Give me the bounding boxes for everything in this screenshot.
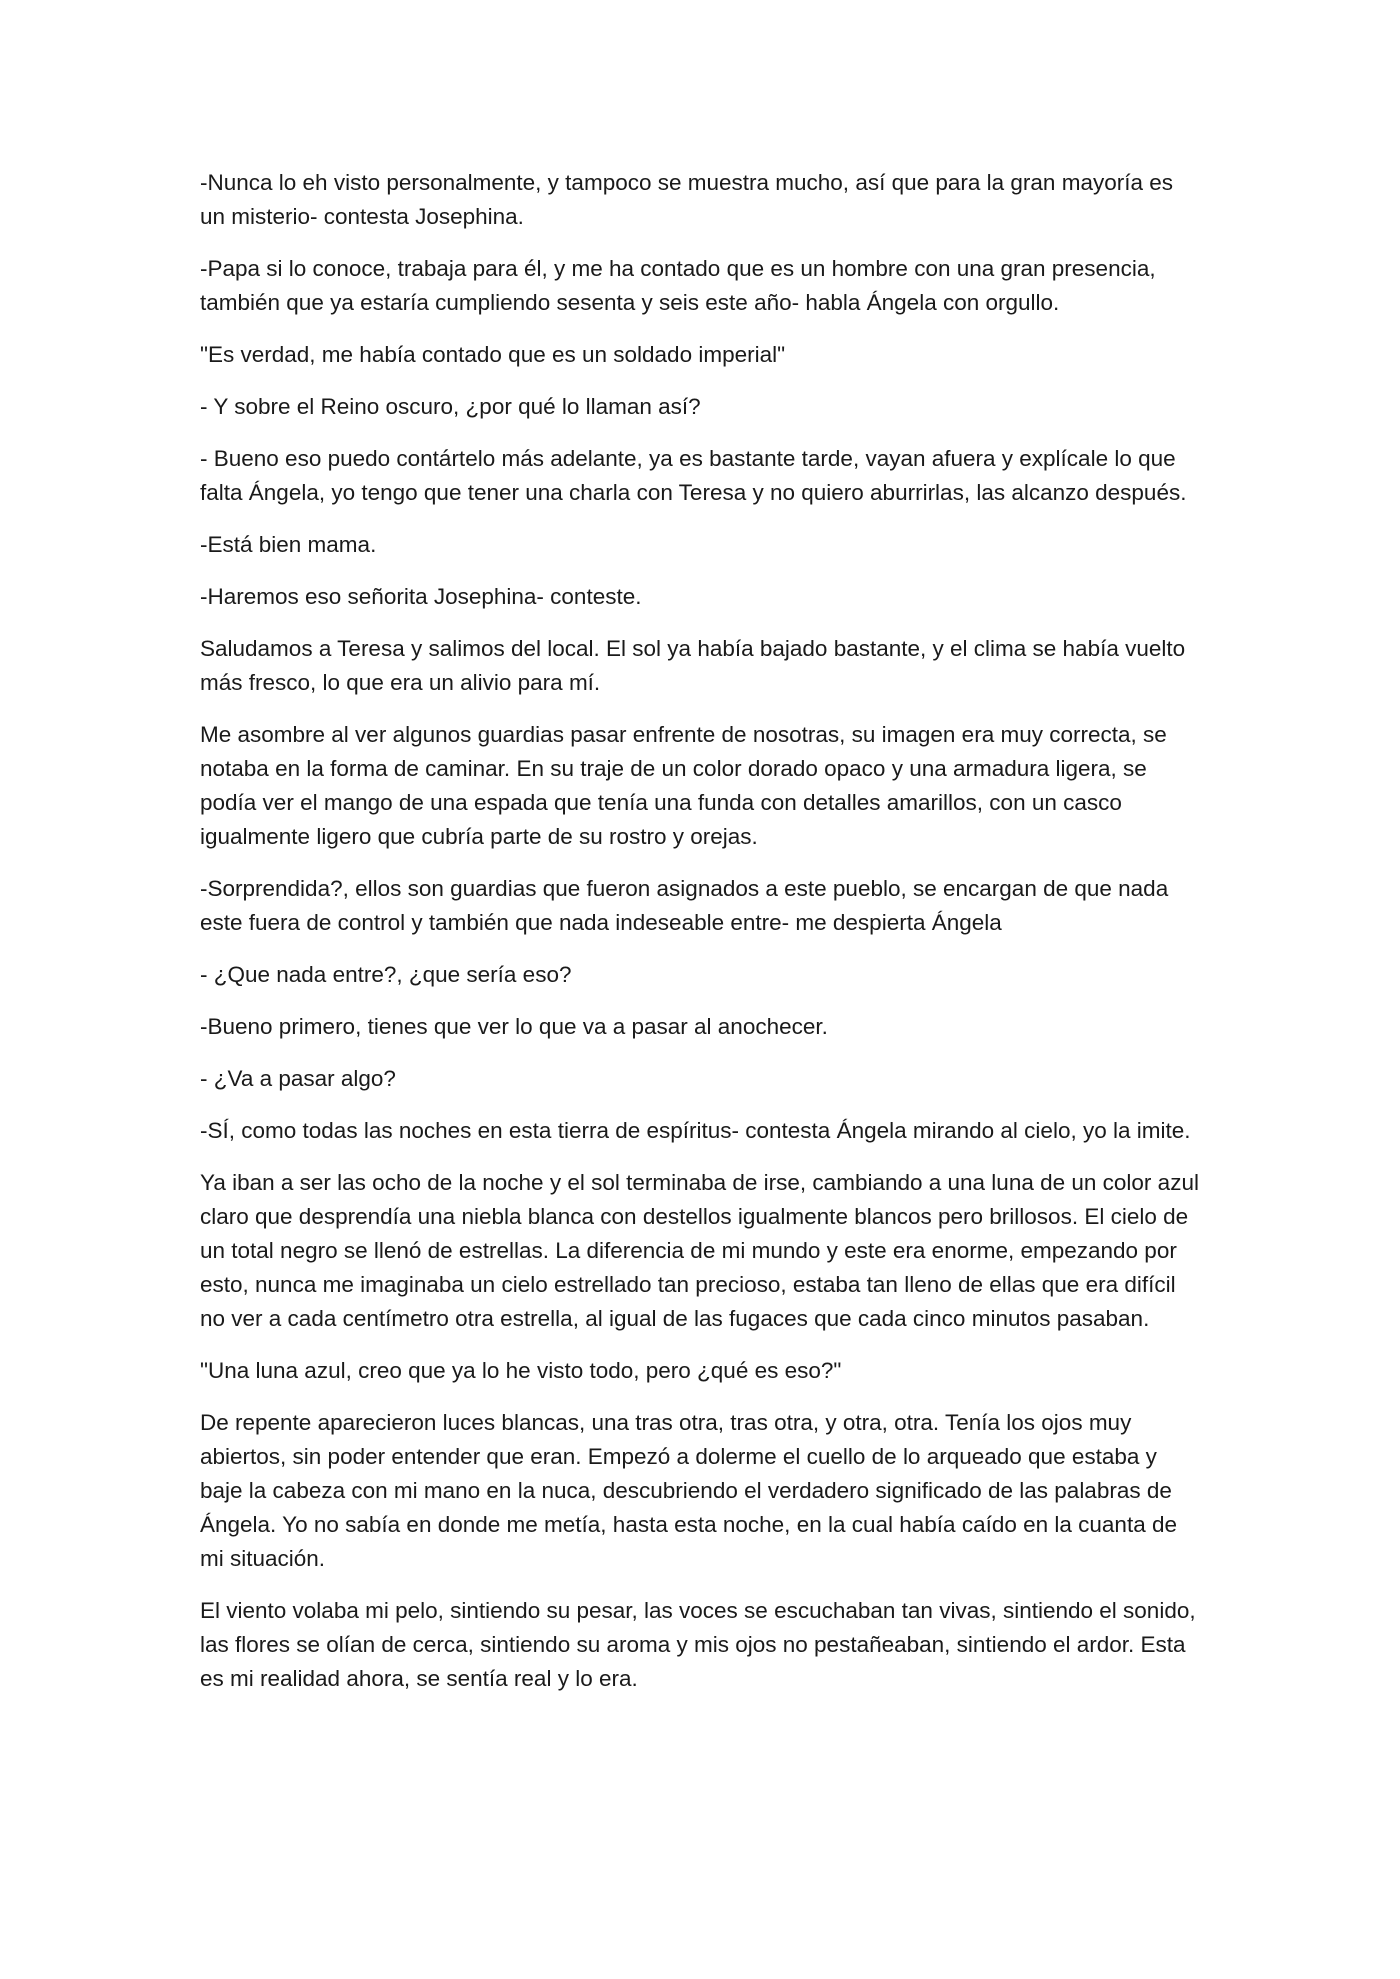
paragraph-8: Saludamos a Teresa y salimos del local. El sol ya había bajado bastante, y el clima se había vuelto más fresco, lo que era un alivio para mí. xyxy=(200,636,1186,695)
paragraph-10: -Sorprendida?, ellos son guardias que fueron asignados a este pueblo, se encargan de que nada este fuera de control y también que nada indeseable entre- me despierta Ángela xyxy=(200,876,1169,935)
paragraph-9: Me asombre al ver algunos guardias pasar enfrente de nosotras, su imagen era muy correcta, se notaba en la forma de caminar. En su traje de un color dorado opaco y una armadura ligera, se podía ver el mango de una espada que tenía una funda con detalles amarillos, con un casco igualmente ligero que cubría parte de su rostro y orejas. xyxy=(200,722,1167,849)
paragraph-15: Ya iban a ser las ocho de la noche y el sol terminaba de irse, cambiando a una luna de un color azul claro que desprendía una niebla blanca con destellos igualmente blancos pero brillosos. El cielo de un total negro se llenó de estrellas. La diferencia de mi mundo y este era enorme, empezando por esto, nunca me imaginaba un cielo estrellado tan precioso, estaba tan lleno de ellas que era difícil no ver a cada centímetro otra estrella, al igual de las fugaces que cada cinco minutos pasaban. xyxy=(200,1170,1199,1331)
paragraph-6: -Está bien mama. xyxy=(200,532,377,557)
paragraph-14: -SÍ, como todas las noches en esta tierra de espíritus- contesta Ángela mirando al cielo, yo la imite. xyxy=(200,1118,1191,1143)
paragraph-7: -Haremos eso señorita Josephina- conteste. xyxy=(200,584,642,609)
paragraph-3: "Es verdad, me había contado que es un soldado imperial" xyxy=(200,342,786,367)
paragraph-12: -Bueno primero, tienes que ver lo que va a pasar al anochecer. xyxy=(200,1014,828,1039)
document-body xyxy=(200,166,1202,1714)
paragraph-18: El viento volaba mi pelo, sintiendo su pesar, las voces se escuchaban tan vivas, sintiendo el sonido, las flores se olían de cerca, sintiendo su aroma y mis ojos no pestañeaban, sintiendo el ardor. Esta es mi realidad ahora, se sentía real y lo era. xyxy=(200,1598,1196,1691)
paragraph-1: -Nunca lo eh visto personalmente, y tampoco se muestra mucho, así que para la gran mayoría es un misterio- contesta Josephina. xyxy=(200,170,1173,229)
paragraph-17: De repente aparecieron luces blancas, una tras otra, tras otra, y otra, otra. Tenía los ojos muy abiertos, sin poder entender que eran. Empezó a dolerme el cuello de lo arqueado que estaba y baje la cabeza con mi mano en la nuca, descubriendo el verdadero significado de las palabras de Ángela. Yo no sabía en donde me metía, hasta esta noche, en la cual había caído en la cuanta de mi situación. xyxy=(200,1410,1177,1571)
paragraph-13: - ¿Va a pasar algo? xyxy=(200,1066,396,1091)
paragraph-5: - Bueno eso puedo contártelo más adelante, ya es bastante tarde, vayan afuera y explícale lo que falta Ángela, yo tengo que tener una charla con Teresa y no quiero aburrirlas, las alcanzo después. xyxy=(200,446,1187,505)
paragraph-4: - Y sobre el Reino oscuro, ¿por qué lo llaman así? xyxy=(200,394,701,419)
paragraph-16: "Una luna azul, creo que ya lo he visto todo, pero ¿qué es eso?" xyxy=(200,1358,842,1383)
paragraph-11: - ¿Que nada entre?, ¿que sería eso? xyxy=(200,962,572,987)
paragraph-2: -Papa si lo conoce, trabaja para él, y me ha contado que es un hombre con una gran presencia, también que ya estaría cumpliendo sesenta y seis este año- habla Ángela con orgullo. xyxy=(200,256,1156,315)
